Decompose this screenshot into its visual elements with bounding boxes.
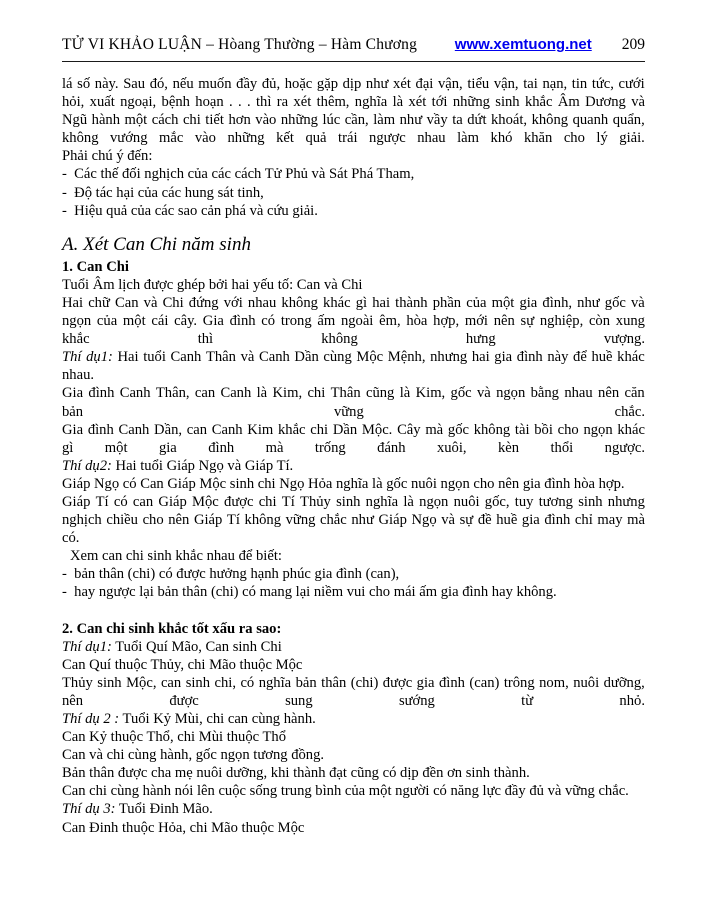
text-line: nghịch chiều cho nên Giáp Tí không vững chắc như Giáp Ngọ và sự đề huề gia đình chỉ may mà — [62, 512, 645, 529]
example-text: Tuổi Đinh Mão. — [115, 801, 213, 818]
text-line: không vướng mắc vào những kết quả trái ngược nhau làm khó khăn cho lý giải. — [62, 130, 645, 147]
text-line: - bản thân (chi) có được hưởng hạnh phúc gia đình (can), — [62, 566, 400, 583]
text-line: Can Kỷ thuộc Thổ, chi Mùi thuộc Thổ — [62, 729, 287, 746]
header-title: TỬ VI KHẢO LUẬN – Hòang Thường – Hàm Chương — [62, 36, 418, 53]
text-line: Can Quí thuộc Thủy, chi Mão thuộc Mộc — [62, 656, 303, 673]
example-text: Hai tuổi Giáp Ngọ và Giáp Tí. — [111, 457, 294, 474]
section-heading: A. Xét Can Chi năm sinh — [62, 233, 251, 255]
text-line: Xem can chi sinh khắc nhau để biết: — [70, 548, 282, 565]
text-line: khắc thì không hưng vượng. — [62, 331, 645, 348]
page-body — [62, 62, 645, 837]
text-line: lá số này. Sau đó, nếu muốn đầy đủ, hoặc gặp dịp như xét đại vận, tiểu vận, tai nạn, tin tức, cưới — [62, 76, 645, 92]
example-line — [62, 710, 645, 728]
page-number: 209 — [621, 36, 645, 53]
example-label: Thí dụ1: — [62, 638, 112, 655]
text-line: nhau. — [62, 367, 95, 384]
text-line: - hay ngược lại bản thân (chi) có mang lại niềm vui cho mái ấm gia đình hay không. — [62, 584, 557, 601]
text-line: Gia đình Canh Thân, can Canh là Kim, chi Thân cũng là Kim, gốc và ngọn bằng nhau nên căn — [62, 385, 645, 402]
text-line: Ngũ hành một cách chi tiết hơn vào những lúc cần, làm như vầy ta dứt khoát, không quanh quẩn, — [62, 112, 645, 129]
text-line: có. — [62, 530, 80, 547]
text-line: - Độ tác hại của các hung sát tinh, — [62, 184, 264, 201]
example-text: Tuổi Kỷ Mùi, chi can cùng hành. — [119, 711, 316, 727]
text-line: gì một gia đình mà trống đánh xuôi, kèn thổi ngược. — [62, 439, 645, 456]
text-line: hỏi, xuất ngoại, bệnh hoạn . . . thì ra xét thêm, nghĩa là xét tới những sinh khắc Âm Dương và — [62, 94, 645, 111]
subsection-heading: 2. Can chi sinh khắc tốt xấu ra sao: — [62, 620, 282, 637]
example-line — [62, 457, 645, 475]
text-line: - Các thế đối nghịch của các cách Tử Phủ và Sát Phá Tham, — [62, 166, 415, 183]
text-line: Phải chú ý đến: — [62, 148, 153, 165]
text-line: Giáp Tí có can Giáp Mộc được chi Tí Thủy sinh nghĩa là ngọn nuôi gốc, tuy tương sinh nhưng — [62, 493, 645, 510]
text-line: Tuổi Âm lịch được ghép bởi hai yếu tố: Can và Chi — [62, 276, 363, 293]
text-line: ngọn của một cái cây. Gia đình có trong ấm ngoài êm, hòa hợp, mới nên sự nghiệp, còn xung — [62, 313, 645, 330]
example-line: Thí dụ1: Hai tuổi Canh Thân và Canh Dần cùng Mộc Mệnh, nhưng hai gia đình này để huề khác — [62, 349, 645, 366]
text-line: Can Đinh thuộc Hỏa, chi Mão thuộc Mộc — [62, 819, 305, 836]
line-gap — [62, 602, 645, 620]
example-line — [62, 638, 645, 656]
subsection-heading: 1. Can Chi — [62, 258, 129, 275]
page-header — [62, 36, 645, 54]
text-line: Giáp Ngọ có Can Giáp Mộc sinh chi Ngọ Hỏa nghĩa là gốc nuôi ngọn cho nên gia đình hòa hợp. — [62, 475, 625, 492]
text-line: Gia đình Canh Dần, can Canh Kim khắc chi Dần Mộc. Cây mà gốc không tài bồi cho ngọn khác — [62, 421, 645, 438]
text-line: bản vững chắc. — [62, 403, 645, 420]
example-label: Thí dụ 2 : — [62, 711, 120, 727]
text-line: Bản thân được cha mẹ nuôi dưỡng, khi thành đạt cũng có dịp đền ơn sinh thành. — [62, 765, 530, 782]
text-line: Can chi cùng hành nói lên cuộc sống trung bình của một người có năng lực đầy đủ và vững chắc. — [62, 783, 629, 800]
example-text: Tuổi Quí Mão, Can sinh Chi — [111, 638, 282, 655]
text-line: Hai chữ Can và Chi đứng với nhau không khác gì hai thành phần của một gia đình, như gốc và — [62, 294, 645, 311]
text-line: Can và chi cùng hành, gốc ngọn tương đồng. — [62, 747, 325, 764]
text-line: nên được sung sướng từ nhỏ. — [62, 692, 645, 709]
text-line: - Hiệu quả của các sao cản phá và cứu giải. — [62, 202, 318, 219]
text-line: Thủy sinh Mộc, can sinh chi, có nghĩa bản thân (chi) được gia đình (can) trông nom, nuôi dưỡng, — [62, 674, 645, 691]
example-label: Thí dụ 3: — [62, 801, 116, 818]
header-link[interactable]: www.xemtuong.net — [454, 36, 592, 53]
example-line — [62, 800, 645, 818]
example-label: Thí dụ2: — [62, 457, 112, 474]
